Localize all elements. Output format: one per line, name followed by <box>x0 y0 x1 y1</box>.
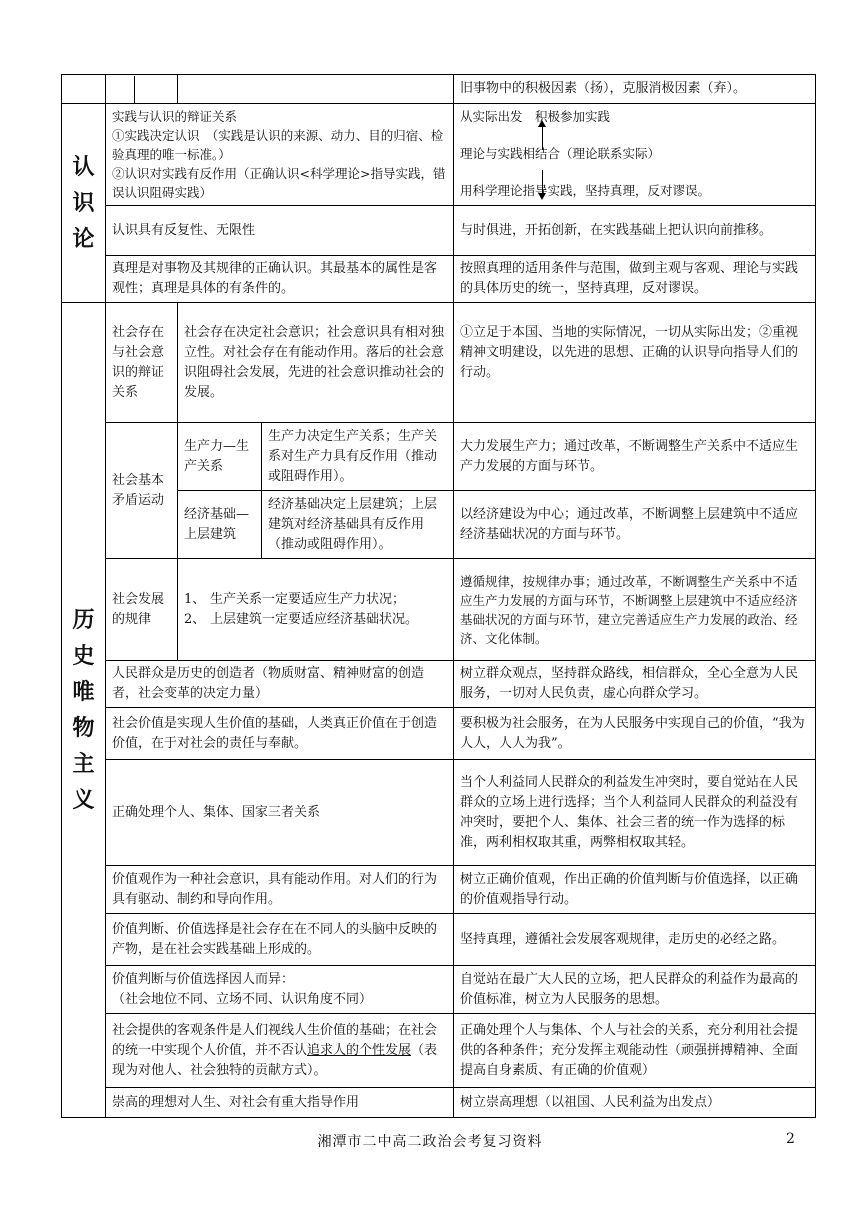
basic-contradiction-label: 社会基本矛盾运动 <box>106 423 178 559</box>
truth-cell: 真理是对事物及其规律的正确认识。其最基本的属性是客观性；真理是具体的有条件的。 <box>106 256 454 303</box>
law-item: 2、 上层建筑一定要适应经济基础状况。 <box>184 611 419 627</box>
social-development-laws <box>178 559 454 661</box>
masses-cell: 人民群众是历史的创造者（物质财富、精神财富的创造者，社会变革的决定力量） <box>106 661 454 708</box>
practice-cognition-cell <box>106 104 454 206</box>
being-consciousness-method: ①立足于本国、当地的实际情况，一切从实际出发；②重视精神文明建设，以先进的思想、正确的认识导向指导人们的行动。 <box>454 303 816 423</box>
social-development-method: 遵循规律，按规律办事；通过改革，不断调整生产关系中不适应生产力发展的方面与环节，不断调整上层建筑中不适应经济基础状况的方面与环节，建立完善适应生产力发展的政治、经济、文化体制。 <box>454 559 816 661</box>
table-row <box>62 1014 816 1088</box>
value-judgment-origin-cell: 价值判断、价值选择是社会存在在不同人的头脑中反映的产物，是在社会实践基础上形成的。 <box>106 914 454 966</box>
table-row <box>62 206 816 256</box>
table-row <box>62 303 816 423</box>
method-line-3: 用科学理论指导实践，坚持真理，反对谬误。 <box>460 183 711 198</box>
objective-conditions-text: 社会提供的客观条件是人们视线人生价值的基础；在社会的统一中实现个人价值，并不否认 <box>112 1022 438 1058</box>
cognition-repetition-cell: 认识具有反复性、无限性 <box>106 206 454 256</box>
three-relations-method: 当个人利益同人民群众的利益发生冲突时，要自觉站在人民群众的立场上进行选择；当个人利益同人民群众的利益没有冲突时，要把个人、集体、社会三者的统一作为选择的标准，两利相权取其重，两弊相权取其轻。 <box>454 760 816 866</box>
continuation-text: 旧事物中的积极因素（扬），克服消极因素（弃）。 <box>454 75 816 104</box>
down-arrow-icon <box>542 170 543 198</box>
method-line-2: 理论与实践相结合（理论联系实际） <box>460 146 661 161</box>
value-judgment-varies-line-2: （社会地位不同、立场不同、认识角度不同） <box>112 991 373 1007</box>
value-judgment-varies-method: 自觉站在最广大人民的立场，把人民群众的利益作为最高的价值标准，树立为人民服务的思想。 <box>454 966 816 1014</box>
table-row <box>62 559 816 661</box>
economic-base-method: 以经济建设为中心；通过改革，不断调整上层建筑中不适应经济基础状况的方面与环节。 <box>454 491 816 559</box>
productive-forces-text: 生产力决定生产关系；生产关系对生产力具有反作用（推动或阻碍作用）。 <box>262 423 454 491</box>
objective-conditions-cell <box>106 1014 454 1088</box>
being-consciousness-text: 社会存在决定社会意识；社会意识具有相对独立性。对社会存在有能动作用。落后的社会意识阻碍社会发展，先进的社会意识推动社会的发展。 <box>178 303 454 423</box>
social-value-method: 要积极为社会服务，在为人民服务中实现自己的价值，“我为人人，人人为我”。 <box>454 708 816 760</box>
truth-method: 按照真理的适用条件与范围，做到主观与客观、理论与实践的具体历史的统一，坚持真理，反对谬误。 <box>454 256 816 303</box>
value-judgment-varies-line-1: 价值判断与价值选择因人而异： <box>112 971 295 987</box>
being-consciousness-label: 社会存在与社会意识的辩证关系 <box>106 303 178 423</box>
cognition-repetition-method: 与时俱进，开拓创新，在实践基础上把认识向前推移。 <box>454 206 816 256</box>
value-judgment-origin-method: 坚持真理，遵循社会发展客观规律，走历史的必经之路。 <box>454 914 816 966</box>
ideal-cell: 崇高的理想对人生、对社会有重大指导作用 <box>106 1088 454 1118</box>
table-row <box>62 423 816 491</box>
social-development-label: 社会发展的规律 <box>106 559 178 661</box>
page-number: 2 <box>786 1131 795 1147</box>
table-row <box>62 866 816 914</box>
law-item: 1、 生产关系一定要适应生产力状况； <box>184 591 406 607</box>
section-heading-historical-materialism: 历史唯物主义 <box>62 303 106 1118</box>
table-row <box>62 256 816 303</box>
table-row <box>62 661 816 708</box>
table-row <box>62 966 816 1014</box>
ideal-method: 树立崇高理想（以祖国、人民利益为出发点） <box>454 1088 816 1118</box>
empty-cell <box>62 75 106 104</box>
values-role-cell: 价值观作为一种社会意识，具有能动作用。对人们的行为具有驱动、制约和导向作用。 <box>106 866 454 914</box>
empty-cell <box>106 75 178 104</box>
practice-decides-text: ①实践决定认识 （实践是认识的来源、动力、目的归宿、检验真理的唯一标准。） <box>112 128 444 162</box>
three-relations-cell: 正确处理个人、集体、国家三者关系 <box>106 760 454 866</box>
method-line-1: 从实际出发 积极参加实践 <box>460 109 611 124</box>
economic-base-text: 经济基础决定上层建筑；上层建筑对经济基础具有反作用（推动或阻碍作用）。 <box>262 491 454 559</box>
masses-method: 树立群众观点，坚持群众路线，相信群众，全心全意为人民服务，一切对人民负责，虚心向群众学习。 <box>454 661 816 708</box>
productive-forces-method: 大力发展生产力；通过改革，不断调整生产关系中不适应生产力发展的方面与环节。 <box>454 423 816 491</box>
table-row <box>62 104 816 206</box>
table-row <box>62 760 816 866</box>
economic-base-label: 经济基础—上层建筑 <box>178 491 262 559</box>
table-row <box>62 1088 816 1118</box>
value-judgment-varies-cell <box>106 966 454 1014</box>
values-role-method: 树立正确价值观，作出正确的价值判断与价值选择，以正确的价值观指导行动。 <box>454 866 816 914</box>
practice-cognition-title: 实践与认识的辩证关系 <box>112 109 238 124</box>
practice-method-cell <box>454 104 816 206</box>
up-arrow-icon <box>542 122 543 150</box>
table-row <box>62 75 816 104</box>
empty-cell <box>178 75 454 104</box>
table-row <box>62 914 816 966</box>
section-heading-epistemology: 认识论 <box>62 104 106 303</box>
table-row <box>62 708 816 760</box>
objective-conditions-note: （表现为对他人、社会独特的贡献方式）。 <box>112 1042 438 1078</box>
review-table <box>61 74 816 1118</box>
page-footer: 湘潭市二中高二政治会考复习资料 <box>317 1134 543 1150</box>
individual-development-text: 追求人的个性发展 <box>307 1042 412 1058</box>
cognition-reacts-text: ②认识对实践有反作用（正确认识<科学理论>指导实践，错误认识阻碍实践） <box>112 166 446 200</box>
objective-conditions-method: 正确处理个人与集体、个人与社会的关系，充分利用社会提供的各种条件；充分发挥主观能动性（顽强拼搏精神、全面提高自身素质、有正确的价值观） <box>454 1014 816 1088</box>
social-value-cell: 社会价值是实现人生价值的基础，人类真正价值在于创造价值，在于对社会的责任与奉献。 <box>106 708 454 760</box>
productive-forces-label: 生产力—生产关系 <box>178 423 262 491</box>
